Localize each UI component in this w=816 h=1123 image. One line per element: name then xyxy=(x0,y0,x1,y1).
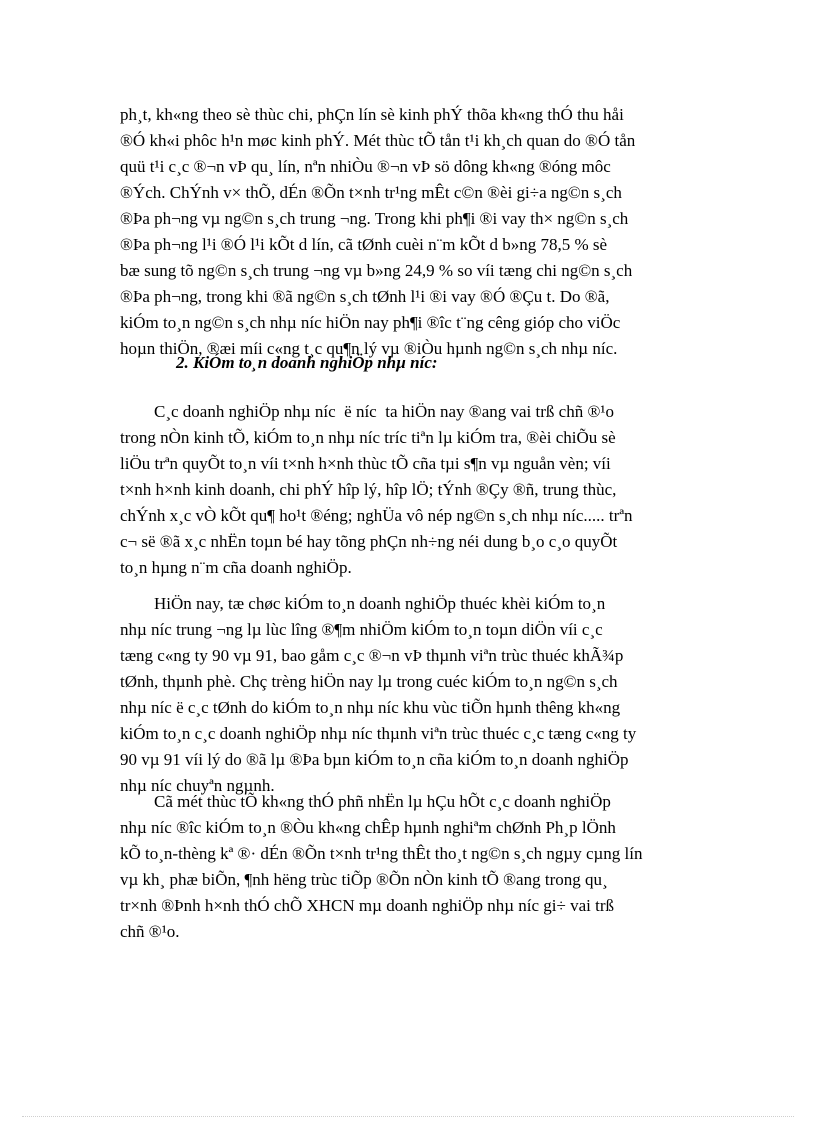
paragraph-budget-audit xyxy=(120,102,700,362)
text-line: trong nÒn kinh tÕ, kiÓm to¸n nhµ níc tríc tiªn lµ kiÓm tra, ®èi chiÕu sè xyxy=(120,428,616,447)
text-line: ®Ých. ChÝnh v× thÕ, dÉn ®Õn t×nh tr¹ng mÊt c©n ®èi gi÷a ng©n s¸ch xyxy=(120,183,622,202)
text-line: vµ kh¸ phæ biÕn, ¶nh hëng trùc tiÕp ®Õn nÒn kinh tÕ ®ang trong qu¸ xyxy=(120,870,608,889)
text-line: ph¸t, kh«ng theo sè thùc chi, phÇn lín sè kinh phÝ thõa kh«ng thÓ thu håi xyxy=(120,105,624,124)
text-line: nhµ níc trung ¬ng lµ lùc lîng ®¶m nhiÖm kiÓm to¸n toµn diÖn víi c¸c xyxy=(120,620,603,639)
text-line: 90 vµ 91 víi lý do ®ã lµ ®Þa bµn kiÓm to¸n cña kiÓm to¸n doanh nghiÖp xyxy=(120,750,629,769)
text-line: hoµn thiÖn, ®æi míi c«ng t¸c qu¶n lý vµ ®iÒu hµnh ng©n s¸ch nhµ níc. xyxy=(120,339,618,358)
text-line: C¸c doanh nghiÖp nhµ níc ë níc ta hiÖn nay ®ang vai trß chñ ®¹o xyxy=(120,402,614,421)
text-line: chÝnh x¸c vÒ kÕt qu¶ ho¹t ®éng; nghÜa vô nép ng©n s¸ch nhµ níc..... trªn xyxy=(120,506,633,525)
paragraph-soe-role xyxy=(120,399,700,581)
text-line: Cã mét thùc tÕ kh«ng thÓ phñ nhËn lµ hÇu hÕt c¸c doanh nghiÖp xyxy=(120,792,611,811)
text-line: ®Þa ph¬ng l¹i ®Ó l¹i kÕt d lín, cã tØnh cuèi n¨m kÕt d b»ng 78,5 % sè xyxy=(120,235,608,254)
text-line: ®Þa ph¬ng, trong khi ®ã ng©n s¸ch tØnh l¹i ®i vay ®Ó ®Çu t. Do ®ã, xyxy=(120,287,610,306)
text-line: bæ sung tõ ng©n s¸ch trung ¬ng vµ b»ng 24,9 % so víi tæng chi ng©n s¸ch xyxy=(120,261,633,280)
text-line: HiÖn nay, tæ chøc kiÓm to¸n doanh nghiÖp thuéc khèi kiÓm to¸n xyxy=(120,594,606,613)
text-line: liÖu trªn quyÕt to¸n víi t×nh h×nh thùc tÕ cña tµi s¶n vµ nguån vèn; víi xyxy=(120,454,611,473)
text-line: ®Þa ph¬ng vµ ng©n s¸ch trung ¬ng. Trong khi ph¶i ®i vay th× ng©n s¸ch xyxy=(120,209,629,228)
text-line: tØnh, thµnh phè. Chç trèng hiÖn nay lµ trong cuéc kiÓm to¸n ng©n s¸ch xyxy=(120,672,618,691)
text-line: t×nh h×nh kinh doanh, chi phÝ hîp lý, hîp lÖ; tÝnh ®Çy ®ñ, trung thùc, xyxy=(120,480,617,499)
text-line: c¬ së ®ã x¸c nhËn toµn bé hay tõng phÇn nh÷ng néi dung b¸o c¸o quyÕt xyxy=(120,532,618,551)
paragraph-compliance xyxy=(120,789,700,945)
paragraph-audit-organization xyxy=(120,591,700,799)
text-line: tæng c«ng ty 90 vµ 91, bao gåm c¸c ®¬n vÞ thµnh viªn trùc thuéc khÃ¾p xyxy=(120,646,624,665)
page-bottom-divider xyxy=(22,1116,794,1117)
text-line: kiÓm to¸n ng©n s¸ch nhµ níc hiÖn nay ph¶i ®îc t¨ng cêng gióp cho viÖc xyxy=(120,313,621,332)
text-line: ®Ó kh«i phôc h¹n møc kinh phÝ. Mét thùc tÕ tån t¹i kh¸ch quan do ®Ó tån xyxy=(120,131,636,150)
text-line: nhµ níc ë c¸c tØnh do kiÓm to¸n nhµ níc khu vùc tiÕn hµnh thêng kh«ng xyxy=(120,698,621,717)
text-line: kÕ to¸n-thèng kª ®· dÉn ®Õn t×nh tr¹ng thÊt tho¸t ng©n s¸ch ngµy cµng lín xyxy=(120,844,643,863)
text-line: nhµ níc ®îc kiÓm to¸n ®Òu kh«ng chÊp hµnh nghiªm chØnh Ph¸p lÖnh xyxy=(120,818,616,837)
text-line: quü t¹i c¸c ®¬n vÞ qu¸ lín, nªn nhiÒu ®¬n vÞ sö dông kh«ng ®óng môc xyxy=(120,157,611,176)
section-heading: 2. KiÓm to¸n doanh nghiÖp nhµ níc: xyxy=(176,353,438,372)
text-line: chñ ®¹o. xyxy=(120,922,180,941)
text-line: tr×nh ®Þnh h×nh thÓ chÕ XHCN mµ doanh nghiÖp nhµ níc gi÷ vai trß xyxy=(120,896,615,915)
text-line: nhµ níc chuyªn ngµnh. xyxy=(120,776,275,795)
text-line: kiÓm to¸n c¸c doanh nghiÖp nhµ níc thµnh viªn trùc thuéc c¸c tæng c«ng ty xyxy=(120,724,637,743)
text-line: to¸n hµng n¨m cña doanh nghiÖp. xyxy=(120,558,352,577)
